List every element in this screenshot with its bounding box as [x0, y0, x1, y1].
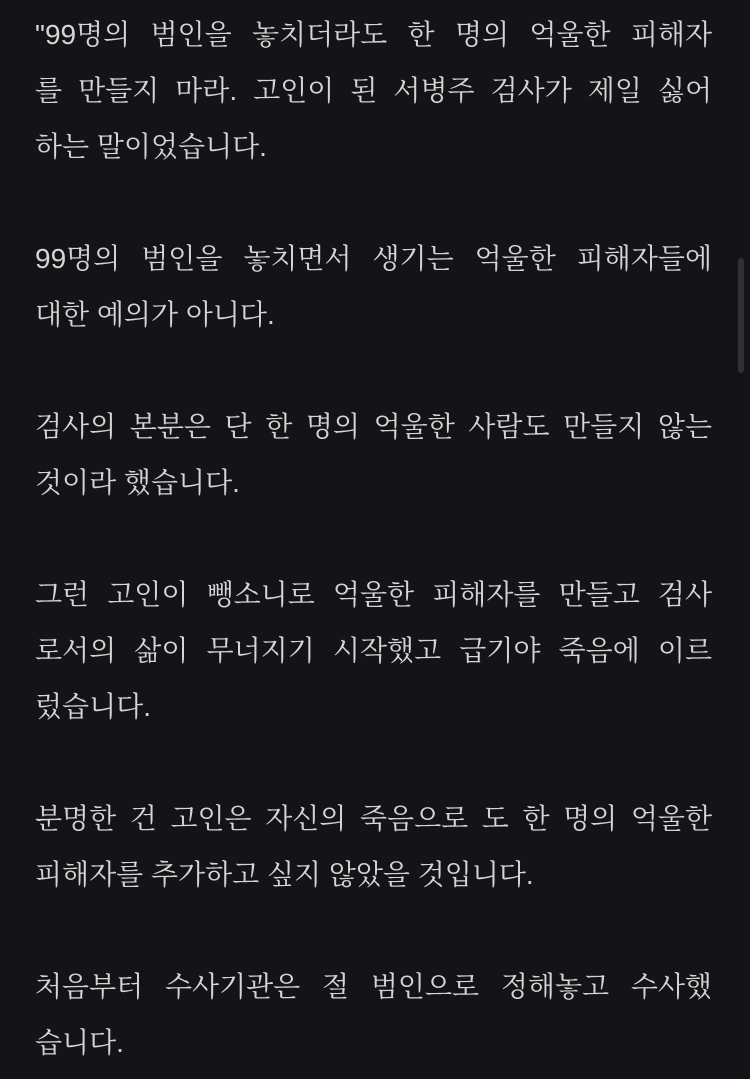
text-line: 그런 고인이 뺑소니로 억울한 피해자를 만들고 검사: [35, 579, 712, 610]
paragraph: [35, 231, 712, 343]
paragraph: [35, 791, 712, 903]
paragraph: [35, 7, 712, 175]
text-line: 하는 말이었습니다.: [35, 131, 267, 162]
paragraph: [35, 567, 712, 735]
text-line: 로서의 삶이 무너지기 시작했고 급기야 죽음에 이르: [35, 635, 712, 666]
text-line: 렀습니다.: [35, 691, 151, 722]
text-line: 분명한 건 고인은 자신의 죽음으로 도 한 명의 억울한: [35, 803, 712, 834]
text-line: 것이라 했습니다.: [35, 467, 240, 498]
text-line: 99명의 범인을 놓치면서 생기는 억울한 피해자들에: [35, 243, 712, 274]
text-line: 대한 예의가 아니다.: [35, 299, 275, 330]
text-line: 검사의 본분은 단 한 명의 억울한 사람도 만들지 않는: [35, 411, 712, 442]
scrollbar-thumb[interactable]: [738, 258, 744, 373]
text-line: 습니다.: [35, 1027, 124, 1058]
text-line: 처음부터 수사기관은 절 범인으로 정해놓고 수사했: [35, 971, 712, 1002]
post-text: [35, 7, 712, 1071]
text-line: "99명의 범인을 놓치더라도 한 명의 억울한 피해자: [35, 19, 712, 50]
paragraph: [35, 959, 712, 1071]
text-line: 피해자를 추가하고 싶지 않았을 것입니다.: [35, 859, 534, 890]
text-line: 를 만들지 마라. 고인이 된 서병주 검사가 제일 싫어: [35, 75, 712, 106]
paragraph: [35, 399, 712, 511]
